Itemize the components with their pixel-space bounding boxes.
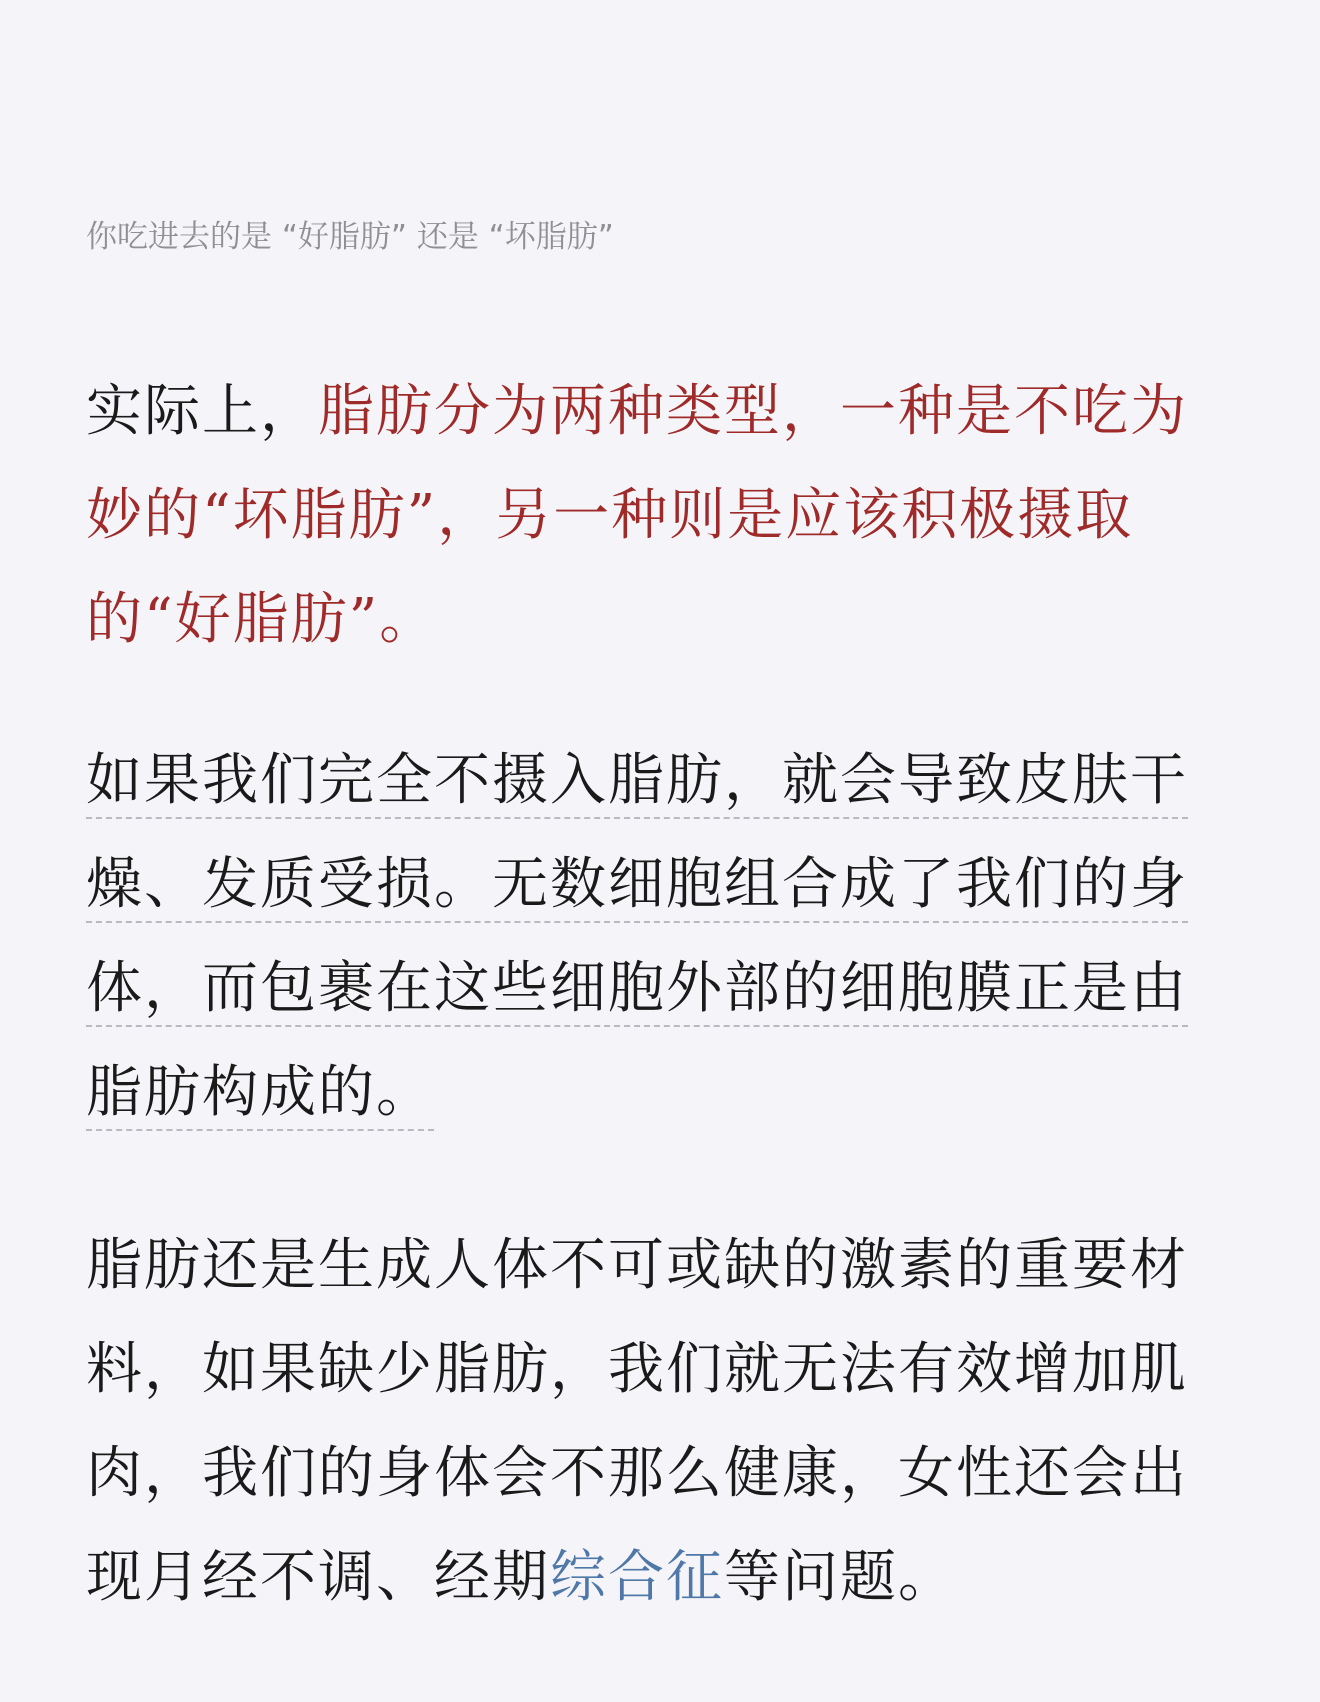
- highlighted-text: 脂肪分为两种类型，一种是不吃为妙的“坏脂肪”，另一种则是应该积极摄取的“好脂肪”。: [86, 379, 1188, 652]
- article-subtitle: 你吃进去的是 “好脂肪” 还是 “坏脂肪”: [86, 219, 614, 255]
- paragraph-hormones: [86, 1214, 1238, 1630]
- paragraph-fat-types: [86, 360, 1238, 672]
- paragraph-text-before: 脂肪还是生成人体不可或缺的激素的重要材料，如果缺少脂肪，我们就无法有效增加肌肉，我们的身体会不那么健康，女性还会出现月经不调、经期: [86, 1233, 1188, 1610]
- paragraph-fat-importance[interactable]: [86, 729, 1238, 1145]
- annotated-text[interactable]: 如果我们完全不摄入脂肪，就会导致皮肤干燥、发质受损。无数细胞组合成了我们的身体，而包裹在这些细胞外部的细胞膜正是由脂肪构成的。: [86, 748, 1188, 1131]
- syndrome-link[interactable]: 综合征: [550, 1545, 724, 1610]
- paragraph-text-after: 等问题。: [724, 1545, 956, 1610]
- paragraph-prefix: 实际上，: [86, 379, 318, 444]
